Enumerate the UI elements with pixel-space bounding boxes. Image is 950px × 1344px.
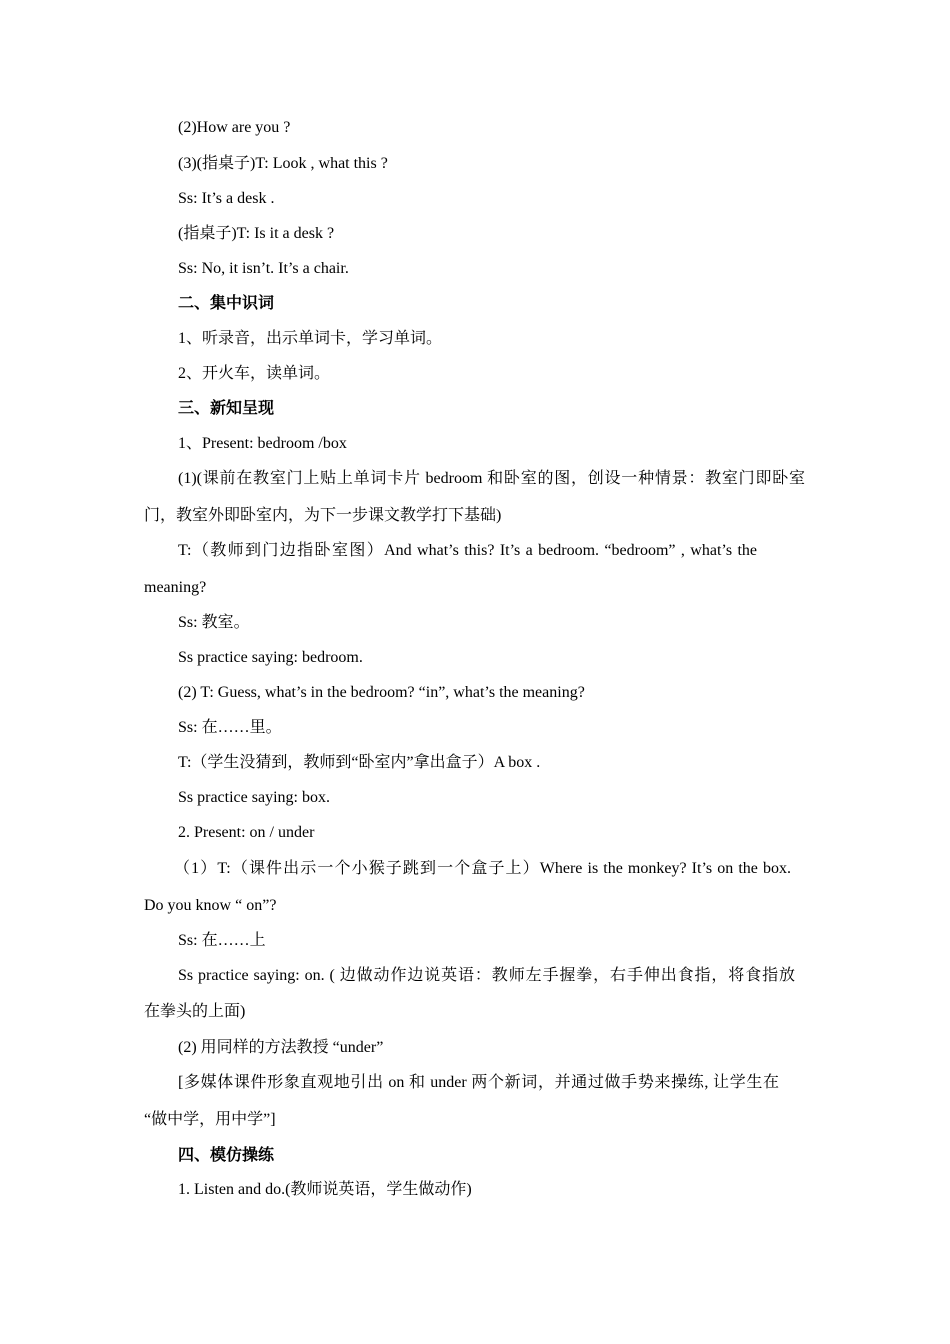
text-line: (2) T: Guess, what’s in the bedroom? “in”, what’s the meaning? [178,684,585,701]
text-line: Ss: 教室。 [178,614,250,631]
text-line: 1. Listen and do.(教师说英语，学生做动作) [178,1181,472,1198]
section-heading: 二、集中识词 [178,295,275,312]
text-line: 门，教室外即卧室内，为下一步课文教学打下基础) [144,507,502,524]
section-heading: 三、新知呈现 [178,400,275,417]
text-line: Ss: 在……上 [178,932,266,949]
text-line: Ss practice saying: bedroom. [178,649,363,666]
text-line: T:（学生没猜到，教师到“卧室内”拿出盒子）A box . [178,754,541,771]
text-line: 1、听录音，出示单词卡，学习单词。 [178,330,443,347]
text-line: Ss practice saying: on. ( 边做动作边说英语：教师左手握拳，右手伸出食指，将食指放 [178,967,795,984]
text-line: (2) 用同样的方法教授 “under” [178,1039,384,1056]
text-line: T:（教师到门边指卧室图）And what’s this? It’s a bedroom. “bedroom” , what’s the [178,542,757,559]
text-line: Do you know “ on”? [144,897,277,914]
text-line: (指桌子)T: Is it a desk ? [178,225,335,242]
text-line: [多媒体课件形象直观地引出 on 和 under 两个新词，并通过做手势来操练, 让学生在 [178,1074,779,1091]
text-line: “做中学，用中学”] [144,1111,276,1128]
text-line: （1）T:（课件出示一个小猴子跳到一个盒子上）Where is the monkey? It’s on the box. [174,860,791,877]
section-heading: 四、模仿操练 [178,1147,275,1164]
text-line: (1)(课前在教室门上贴上单词卡片 bedroom 和卧室的图，创设一种情景：教室门即卧室 [178,470,805,487]
text-line: Ss: No, it isn’t. It’s a chair. [178,260,349,277]
text-line: 1、Present: bedroom /box [178,435,347,452]
text-line: Ss: It’s a desk . [178,190,275,207]
text-line: 2、开火车，读单词。 [178,365,331,382]
text-line: (2)How are you ? [178,119,291,136]
text-line: Ss: 在……里。 [178,719,282,736]
text-line: meaning? [144,579,207,596]
text-line: 在拳头的上面) [144,1003,246,1020]
text-line: Ss practice saying: box. [178,789,330,806]
text-line: (3)(指桌子)T: Look , what this ? [178,155,388,172]
text-line: 2. Present: on / under [178,824,315,841]
